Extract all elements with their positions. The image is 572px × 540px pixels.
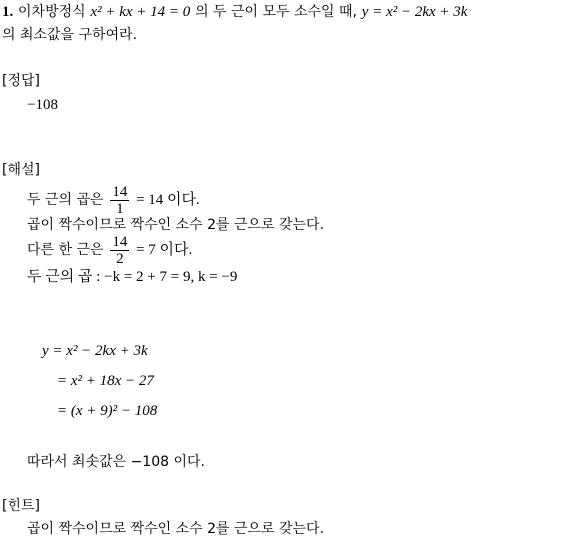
- answer-heading: [정답]: [2, 73, 40, 89]
- problem-stem-end: 의 최소값을 구하여라.: [2, 27, 138, 43]
- solution-line-1-post: = 14 이다.: [136, 192, 200, 208]
- solution-conclusion: 따라서 최솟값은 −108 이다.: [27, 454, 205, 470]
- solution-line-3: [27, 232, 192, 266]
- fraction-denominator: 1: [116, 200, 124, 217]
- solution-line-2: 곱이 짝수이므로 짝수인 소수 2를 근으로 갖는다.: [27, 217, 325, 233]
- equation-line-1: y = x² − 2kx + 3k: [42, 343, 148, 359]
- solution-line-3-pre: 다른 한 근은: [27, 242, 104, 258]
- hint-heading: [힌트]: [2, 498, 40, 514]
- problem-stem: [2, 1, 467, 22]
- solution-line-1-pre: 두 근의 곱은: [27, 192, 104, 208]
- problem-stem-pre: 이차방정식: [18, 4, 86, 20]
- fraction-denominator: 2: [116, 250, 124, 267]
- problem-equation: x² + kx + 14 = 0: [90, 4, 191, 20]
- equation-line-3: = (x + 9)² − 108: [57, 403, 158, 419]
- solution-heading: [해설]: [2, 162, 40, 178]
- fraction-numerator: 14: [112, 183, 128, 200]
- fraction-14-over-2: [110, 234, 129, 267]
- hint-text: 곱이 짝수이므로 짝수인 소수 2를 근으로 갖는다.: [27, 521, 325, 537]
- solution-line-3-post: = 7 이다.: [136, 242, 193, 258]
- answer-value: −108: [27, 97, 58, 113]
- fraction-numerator: 14: [112, 233, 128, 250]
- equation-line-2: = x² + 18x − 27: [57, 373, 154, 389]
- problem-number: 1.: [2, 4, 14, 20]
- problem-stem-mid: 의 두 근이 모두 소수일 때,: [195, 4, 358, 20]
- solution-line-1: [27, 182, 200, 216]
- fraction-14-over-1: [110, 184, 129, 217]
- problem-function: y = x² − 2kx + 3k: [361, 4, 468, 20]
- solution-line-4: 두 근의 곱 : −k = 2 + 7 = 9, k = −9: [27, 269, 238, 285]
